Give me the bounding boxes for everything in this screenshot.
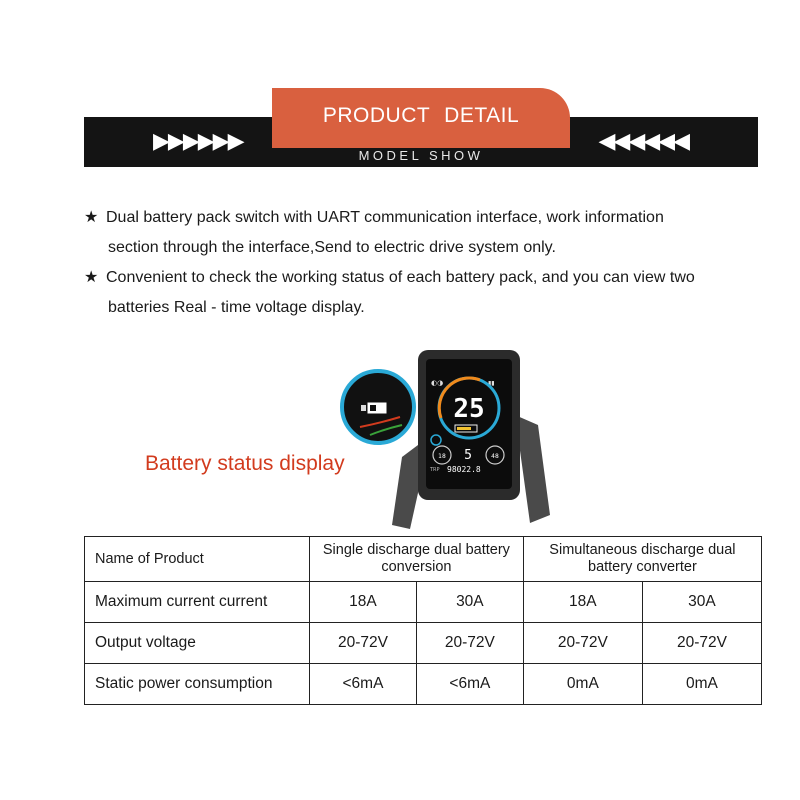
left-mount-arm (392, 445, 422, 529)
row-label: Static power consumption (85, 664, 310, 705)
table-header-row (85, 537, 762, 582)
table-header-simultaneous: Simultaneous discharge dual battery converter (523, 537, 761, 582)
banner-subtitle: MODEL SHOW (358, 148, 484, 163)
battery-fill (457, 427, 471, 430)
assist-level: 5 (464, 448, 472, 463)
bullet-line: Convenient to check the working status of each battery pack, and you can view two (106, 269, 695, 286)
table-row (85, 582, 762, 623)
table-row (85, 623, 762, 664)
zoom-battery-segment (361, 405, 366, 411)
row-label: Maximum current current (85, 582, 310, 623)
spec-table (84, 536, 762, 705)
display-device-image (330, 345, 560, 535)
bullet-line: section through the interface,Send to electric drive system only. (108, 239, 556, 256)
table-cell: <6mA (310, 664, 417, 705)
bullet-item (84, 203, 784, 263)
trip-value: 98022.8 (447, 465, 481, 474)
trip-label: TRP (430, 467, 440, 473)
table-cell: 0mA (523, 664, 642, 705)
table-row (85, 664, 762, 705)
speed-value: 25 (453, 394, 485, 424)
bullet-item (84, 263, 784, 323)
battery-status-caption: Battery status display (145, 452, 345, 475)
table-cell: 0mA (642, 664, 761, 705)
table-cell: <6mA (416, 664, 523, 705)
star-icon: ★ (84, 269, 99, 286)
table-cell: 20-72V (523, 623, 642, 664)
table-cell: 20-72V (642, 623, 761, 664)
star-icon: ★ (84, 209, 99, 226)
right-arrows-icon: ▶▶▶▶▶▶ (153, 129, 243, 154)
table-cell: 20-72V (310, 623, 417, 664)
right-mount-arm (515, 415, 550, 523)
zoom-battery-segment (370, 405, 376, 411)
right-dial-value: 48 (491, 453, 499, 460)
row-label: Output voltage (85, 623, 310, 664)
table-cell: 18A (523, 582, 642, 623)
table-header-single: Single discharge dual battery conversion (310, 537, 524, 582)
status-icon: ▮▮ (488, 380, 495, 387)
table-cell: 30A (642, 582, 761, 623)
banner-title: PRODUCT DETAIL (322, 104, 520, 127)
table-cell: 18A (310, 582, 417, 623)
table-cell: 30A (416, 582, 523, 623)
left-arrows-icon: ◀◀◀◀◀◀ (598, 129, 688, 154)
bullet-line: batteries Real - time voltage display. (108, 299, 365, 316)
bullet-line: Dual battery pack switch with UART communication interface, work information (106, 209, 664, 226)
left-dial-value: 18 (438, 453, 446, 460)
status-icon: ◐◑ (431, 379, 444, 387)
table-cell: 20-72V (416, 623, 523, 664)
table-header-name: Name of Product (85, 537, 310, 582)
